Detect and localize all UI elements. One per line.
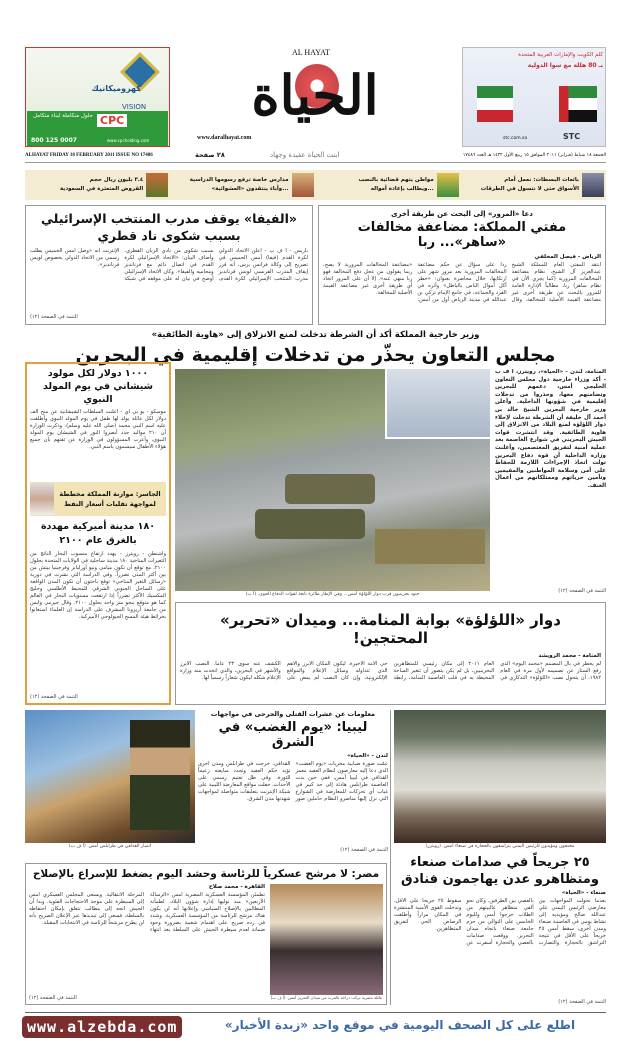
truck-shape bbox=[375, 529, 485, 564]
story-headline: دوار «اللؤلؤة» بوابة المنامة... وميدان «تحرير» المحتجين! bbox=[220, 611, 561, 647]
footer-divider bbox=[25, 1012, 606, 1013]
yemen-photo-caption: محتجون ومؤيدون للرئيس اليمني يتراشقون بالحجارة في صنعاء أمس. (رويترز) bbox=[425, 844, 575, 849]
left-sidebar bbox=[25, 362, 171, 705]
tank-shape bbox=[285, 474, 375, 504]
story-body: لم يخطر في بال المصمم «محمد اليوم» الذي رفع الستار عن تصميمه لأول مرة في العام ١٩٨٢، أن يتحول نصب «اللؤلؤة» التذكاري في العام ٢٠١١ إلى مكان رئيسي للمتظاهرين البحرينيين، بل لم يكن يتصور أن تتغير الساحة المحيطة به في قلب العاصمة المنامة، رابطة حي الأمة الاخيرة. ليكون المكان الأبرز والأهم الذي تتداوله وسائل الإعلام والمواقع الإلكترونية، وإن كان النصب لم يمض على الكشف عنه سوى ٢٣ عاماً. النصب الأبرز والأشهر في البحرين، والذي اتخذت منه وزارة الإعلام شكله ليكون شعاراً رسمياً لها. bbox=[180, 661, 601, 681]
teaser-item[interactable] bbox=[25, 170, 170, 200]
story-cities[interactable] bbox=[30, 520, 166, 700]
ad-green-band bbox=[27, 111, 168, 147]
ad-url: www.cpcholding.com bbox=[107, 138, 150, 143]
bahrain-headline: مجلس التعاون يحذّر من تدخلات إقليمية في البحرين bbox=[75, 344, 556, 366]
teaser-subtitle: الأسواق حتى لا نتسول في الطرقات bbox=[480, 186, 579, 192]
bahrain-body: المنامة، لندن - «الحياة»، رويترز، أ ف ب - أكد وزراء خارجية دول مجلس التعاون الخليجي أمس، دعمهم للبحرين وتضامنهم معها، وحذروا من تدخلات إقليمية في شؤونها الداخلية. وأعلن وزير خارجية البحرين الشيخ خالد بن أحمد آل خليفة أن الشرطة تدخلت لإخلاء دوار اللؤلؤة لمنع البلاد من الانزلاق إلى هاوية الطائفية. وقد انتشرت قوات الجيش البحريني في شوارع العاصمة بعد عملية أمنية لتفريق المعتصمين، وأعلنت وزارة الداخلية أن قوة دفاع البحرين تولت اتخاذ الإجراءات اللازمة للحفاظ على أمن وسلامة المواطنين والمقيمين وتأمين حرياتهم وممتلكاتهم من أعمال العنف. bbox=[495, 369, 606, 489]
continued-note: التتمة في الصفحة (١٢) bbox=[558, 588, 606, 594]
website-link[interactable]: www.daralhayat.com bbox=[197, 135, 252, 141]
ad-slogan: حلول متكاملة لبناء متكامل bbox=[32, 113, 93, 119]
bahrain-photo-caption: جنود بحرينيون قرب دوار اللؤلؤة أمس... وفي الإطار طائرة تابعة لقوات الدفاع الجوي. (أ ب) bbox=[245, 592, 420, 597]
story-yemen[interactable] bbox=[394, 854, 606, 1005]
bahrain-kicker: وزير خارجية المملكة أكد أن الشرطة تدخلت لمنع الانزلاق إلى «هاوية الطائفية» bbox=[151, 330, 480, 340]
teaser-item[interactable] bbox=[316, 170, 461, 200]
column-divider bbox=[390, 710, 391, 1005]
ad-brand-stc: STC bbox=[563, 132, 581, 141]
advertisement-right[interactable] bbox=[462, 47, 606, 147]
continued-note: التتمة في الصفحة (١٢) bbox=[340, 847, 388, 853]
teaser-subtitle: القروض المتعثرة في السعودية bbox=[59, 186, 144, 192]
jasser-portrait bbox=[30, 483, 54, 515]
story-headline: ٢٥ جريحاً في صدامات صنعاء ومتظاهرو عدن يهاجمون فنادق bbox=[401, 855, 599, 887]
gaddafi-poster bbox=[130, 720, 190, 830]
ad-brand-arabic: كهروميكانيك bbox=[91, 84, 141, 93]
story-pearl[interactable] bbox=[175, 602, 606, 705]
story-libya[interactable] bbox=[198, 710, 388, 853]
story-byline: الرياض - فيصل المخلفي bbox=[534, 254, 601, 260]
teaser-title: ٣.٤ بليون ريال حجم bbox=[89, 177, 144, 183]
story-headline: مفتي المملكة: مضاعفة مخالفات «ساهر»... ربا bbox=[357, 220, 567, 250]
page-count: ٢٨ صفحة bbox=[195, 151, 225, 159]
motto: ابنت الحياة عقيدة وجهاد bbox=[270, 151, 340, 159]
story-body: باريس - أ ف ب - أعلن الاتحاد الدولي لكرة القدم (فيفا) أمس الخميس في تصريح إلى وكالة فرانس برس، أنه قرر إيقاف المدرب الفرنسي لويس فرنانديز مدرب المنتخب الإسرائيلي لكرة القدم، بسبب شكوى من نادي الريان القطري. وأضاف البيان: «الاتحاد الإسرائيلي لكرة القدم في اتصال دائم مع فرنانديز ومحاميه والفيفا». وكان الاتحاد الإسرائيلي أوضح في بيان له على موقعه في شبكة الإنترنت أنه «وصل أمس الخميس بطلب رسمي من الاتحاد الدولي بخصوص لويس فرنانديز». bbox=[30, 248, 308, 282]
teaser-thumbnail bbox=[146, 173, 168, 197]
continued-note: التتمة في الصفحة (١٢) bbox=[30, 314, 78, 320]
ad-info: stc.com.sa bbox=[503, 136, 528, 141]
story-byline: القاهرة - محمد صلاح bbox=[208, 884, 265, 890]
libya-photo[interactable] bbox=[25, 710, 195, 843]
teaser-thumbnail bbox=[292, 173, 314, 197]
story-headline: ١٠٠٠ دولار لكل مولود شيشاني في يوم المولد النبوي bbox=[42, 368, 154, 405]
story-body: عمّت صورة ضبابية مجريات «يوم الغضب» الذي دعا إليه معارضون لنظام العقيد معمر القذافي في ليبيا أمس، ففي حين بدت العاصمة طرابلس هادئة إلى حد كبير في غياب أي تحركات للمعارضة في الشوارع التي نزل إليها مناصرو النظام حاملين صور القذافي. خرجت في طرابلس ومدن أخرى تؤيد حكم العقيد وتجدد مبايعته زعيماً للثورة. وفي ظل تعتيم رسمي على الأحداث، حفلت مواقع المعارضة الليبية على شبكة الإنترنت بتعليقات متواصلة لمواجهات شهدتها مدن الشرق. bbox=[198, 761, 388, 802]
advertisement-left[interactable] bbox=[25, 47, 170, 147]
footer-url[interactable]: www.alzebda.com bbox=[22, 1016, 182, 1038]
story-byline: لندن - «الحياة» bbox=[347, 753, 388, 759]
story-body: بعدما تحولت المواجهات بين معارضي الرئيس اليمني علي عبدالله صالح ومؤيديه إلى نشاط يومي في العاصمة صنعاء ومدن أخرى، سقط أمس ٢٥ جريحاً على الأقل في نتيجة التراشق بالحجارة والتضارب بالعصي بين الطرفين. وكان نحو ألفي متظاهر غالبيتهم من الطلاب خرجوا أمس ولليوم الخامس على التوالي من حرم جامعة صنعاء باتجاه ميدان التحرير. ووقعت صدامات بالعصي والحجارة أسفرت عن سقوط ٢٥ جريحاً على الأقل، وتدخلت القوى الأمنية المنتشرة في المكان مراراً وأطلقت الرصاص الحي لتفريق المتظاهرين. bbox=[394, 898, 606, 946]
footer-promo: اطلع على كل الصحف اليومية في موقع واحد «زبدة الأخبار» bbox=[224, 1018, 576, 1032]
logo-latin: AL HAYAT bbox=[292, 48, 330, 57]
egypt-text-column bbox=[29, 884, 265, 1001]
story-fifa[interactable] bbox=[25, 205, 313, 325]
bahrain-photo[interactable] bbox=[175, 369, 490, 591]
dateline-bar bbox=[25, 151, 606, 163]
continued-note: التتمة في الصفحة (١٢) bbox=[558, 999, 606, 1005]
teaser-title: مدارس خاصة ترفع رسومها الدراسية bbox=[189, 177, 289, 183]
story-headline: الجاسر: موازنة المملكة مخططة لمواجهة تقلبات أسعار النفط bbox=[59, 490, 161, 508]
libya-photo-caption: أنصار القذافي في طرابلس أمس. (أ ف ب) bbox=[68, 844, 152, 849]
story-headline: مصر: لا مرشح عسكرياً للرئاسة وحشد اليوم يضغط للإسراع بالإصلاح bbox=[32, 868, 380, 880]
uae-flag-icon bbox=[559, 86, 597, 122]
teaser-strip bbox=[25, 170, 606, 200]
teaser-subtitle: ...ويطالب بإعادة أمواله bbox=[370, 186, 434, 192]
teaser-item[interactable] bbox=[170, 170, 315, 200]
story-jasser[interactable] bbox=[30, 482, 166, 516]
egypt-photo-column bbox=[270, 884, 383, 1001]
story-body: موسكو - يو بي آي - أعلنت السلطات الشيشانية عن منح ألف دولار لكل عائلة يولد لها طفل في يوم المولد النبوي وأطلقت عليه اسم النبي محمد (صلى الله عليه وسلم). وذكرت الوزارة أن ٢١٠ مواليد جدد أبصروا النور في الشيشان يوم المولد النبوي، وأعرب المسؤولون في الوزارة عن ثقتهم بأن جميع هؤلاء الأطفال سيسمون باسم النبي. bbox=[30, 409, 166, 450]
helicopter-inset bbox=[385, 369, 490, 439]
egypt-photo[interactable] bbox=[270, 884, 383, 995]
teaser-subtitle: ...وأباء ينتقدون «العشوائية» bbox=[211, 186, 289, 192]
egypt-content bbox=[29, 884, 383, 1001]
story-kicker: دعا «المرور» إلى البحث عن طريقة أخرى bbox=[391, 210, 533, 218]
continued-note: التتمة في الصفحة (١٢) bbox=[30, 694, 78, 700]
teaser-title: بائعات البسطات: نعمل أمام bbox=[504, 177, 579, 183]
tank-shape bbox=[255, 509, 365, 539]
egypt-photo-caption: عائلة مصرية تركب دراجة بالقرب من ميدان التحرير أمس. (أ ف ب) bbox=[270, 995, 383, 1000]
teaser-title: مواطن يتهم قضائية بالنصب bbox=[358, 177, 434, 183]
story-mufti[interactable] bbox=[318, 205, 606, 325]
story-sheshani[interactable] bbox=[30, 367, 166, 479]
dateline-arabic: الجمعة ١٨ شباط (فبراير) ٢٠١١ الموافق ١٥ ربيع الأول ١٤٣٢ هـ العدد ١٧٤٨٦ bbox=[462, 153, 606, 158]
story-body: تطمئن المؤسسة العسكرية المصرية أمس «الرسالة الأربعين» منذ توليها إدارة شؤون البلاد، لطمأنة المطالبين بالإصلاح السياسي وإعلانها أنه لن يكون هناك مرشح للرئاسة من المؤسسة العسكرية. وشدد في رده صريح على اهتمام شعبية بضرورة وجود ضمانة لعدم سيطرة الجيش على السلطة بعد انتهاء المرحلة الانتقالية. ويسعى المجلس العسكري أمس إلى السيطرة على موجة الاحتجاجات الفئوية. وبدا أن الجيش اتجه إلى مطالب تتعلق بإمكان احتفاظه بالسلطة، فسعى إلى تبديدها عبر الإعلان الصريح بأنه لن يطرح مرشحاً للرئاسة في الانتخابات المقبلة. bbox=[29, 892, 265, 933]
story-body: واشنطن - رويترز - يهدد ارتفاع منسوب البحار الناتج من التغيرات المناخية ١٨٠ مدينة ساحلية في الولايات المتحدة بحلول ٢١٠٠، مع توقع أن تكون ميامي ونيو أورليانز وفرجينيا بيتش من بين أكثر المدن تضرراً. وفي الدراسة التي نشرت في دورية «رسائل التغير المناخي» توقع باحثون أن تكون المدن الواقعة على الساحل الجنوبي الشرقي للمحيط الأطلسي وخليج المكسيك الأكثر تضرراً إذا ارتفعت مستويات البحار في العالم كما هو متوقع بنحو متر واحد بحلول ٢١٠٠. وقال جيرمي وايس من جامعة أريزونا المشرف على الدراسة إن العلماء استعانوا بخرائط هيئة المسح الجيولوجي الأميركية. bbox=[30, 551, 166, 620]
teaser-thumbnail bbox=[582, 173, 604, 197]
teaser-thumbnail bbox=[437, 173, 459, 197]
cpc-logo: CPC bbox=[97, 114, 127, 127]
ad-brand: VISION bbox=[122, 103, 147, 111]
story-headline: ليبيا: «يوم الغضب» في الشرق bbox=[218, 720, 368, 750]
teaser-item[interactable] bbox=[461, 170, 606, 200]
ad-phone: 800 125 0007 bbox=[31, 137, 77, 144]
continued-note: التتمة في الصفحة (١٢) bbox=[29, 995, 77, 1001]
story-headline: «الفيفا» يوقف مدرب المنتخب الإسرائيلي بسبب شكوى ناد قطري bbox=[41, 211, 297, 243]
ad-line1: كلم الكويت والإمارات العربية المتحدة bbox=[518, 52, 603, 58]
logo-arabic: الحياة bbox=[251, 63, 379, 127]
story-body: انتقد المفتي العام للمملكة الشيخ عبدالعزيز آل الشيخ، نظام مضاعفة المخالفات المرورية (كما يجري الآن في نظام ساهر) ربا، مطالباً الإدارة العامة للمرور بالبحث عن طريقة أخرى غير مضاعفة القيمة الأصلية للمخالفة. وقال رداً على سؤال عن حكم مضاعفة المخالفات المرورية بعد مرور شهر على ارتكابها، خلال محاضرة بعنوان: «خطر أكل أموال الناس بالباطل» وأثره في الفرد والجماعة، في جامع الإمام تركي بن عبدالله في مدينة الرياض أول من أمس: «مضاعفة المخالفات المرورية لا يصح، ربما يقولون من عجل دفع المخالفة فهو ربا منهي عنه». إلا أن على المرور اتخاذ أي طريقة أخرى غير مضاعفة القيمة الأصلية للمخالفة. bbox=[323, 262, 601, 303]
masthead-logo[interactable] bbox=[195, 48, 435, 144]
story-byline: صنعاء - «الحياة» bbox=[561, 890, 606, 896]
ad-line2: بـ 80 هللة مع سوا الدولية bbox=[527, 62, 603, 69]
yemen-photo[interactable] bbox=[394, 710, 606, 843]
story-byline: المنامة - محمد الرويشد bbox=[538, 653, 601, 659]
story-egypt[interactable] bbox=[25, 863, 387, 1005]
kuwait-flag-icon bbox=[477, 86, 513, 122]
dateline-english: ALHAYAT FRIDAY 18 FEBRUARY 2011 ISSUE NO 17486 bbox=[25, 153, 153, 158]
story-kicker: معلومات عن عشرات القتلى والجرحى في مواجهات bbox=[210, 710, 376, 718]
story-headline: ١٨٠ مدينة أميركية مهددة بالغرق عام ٢١٠٠ bbox=[40, 521, 156, 546]
